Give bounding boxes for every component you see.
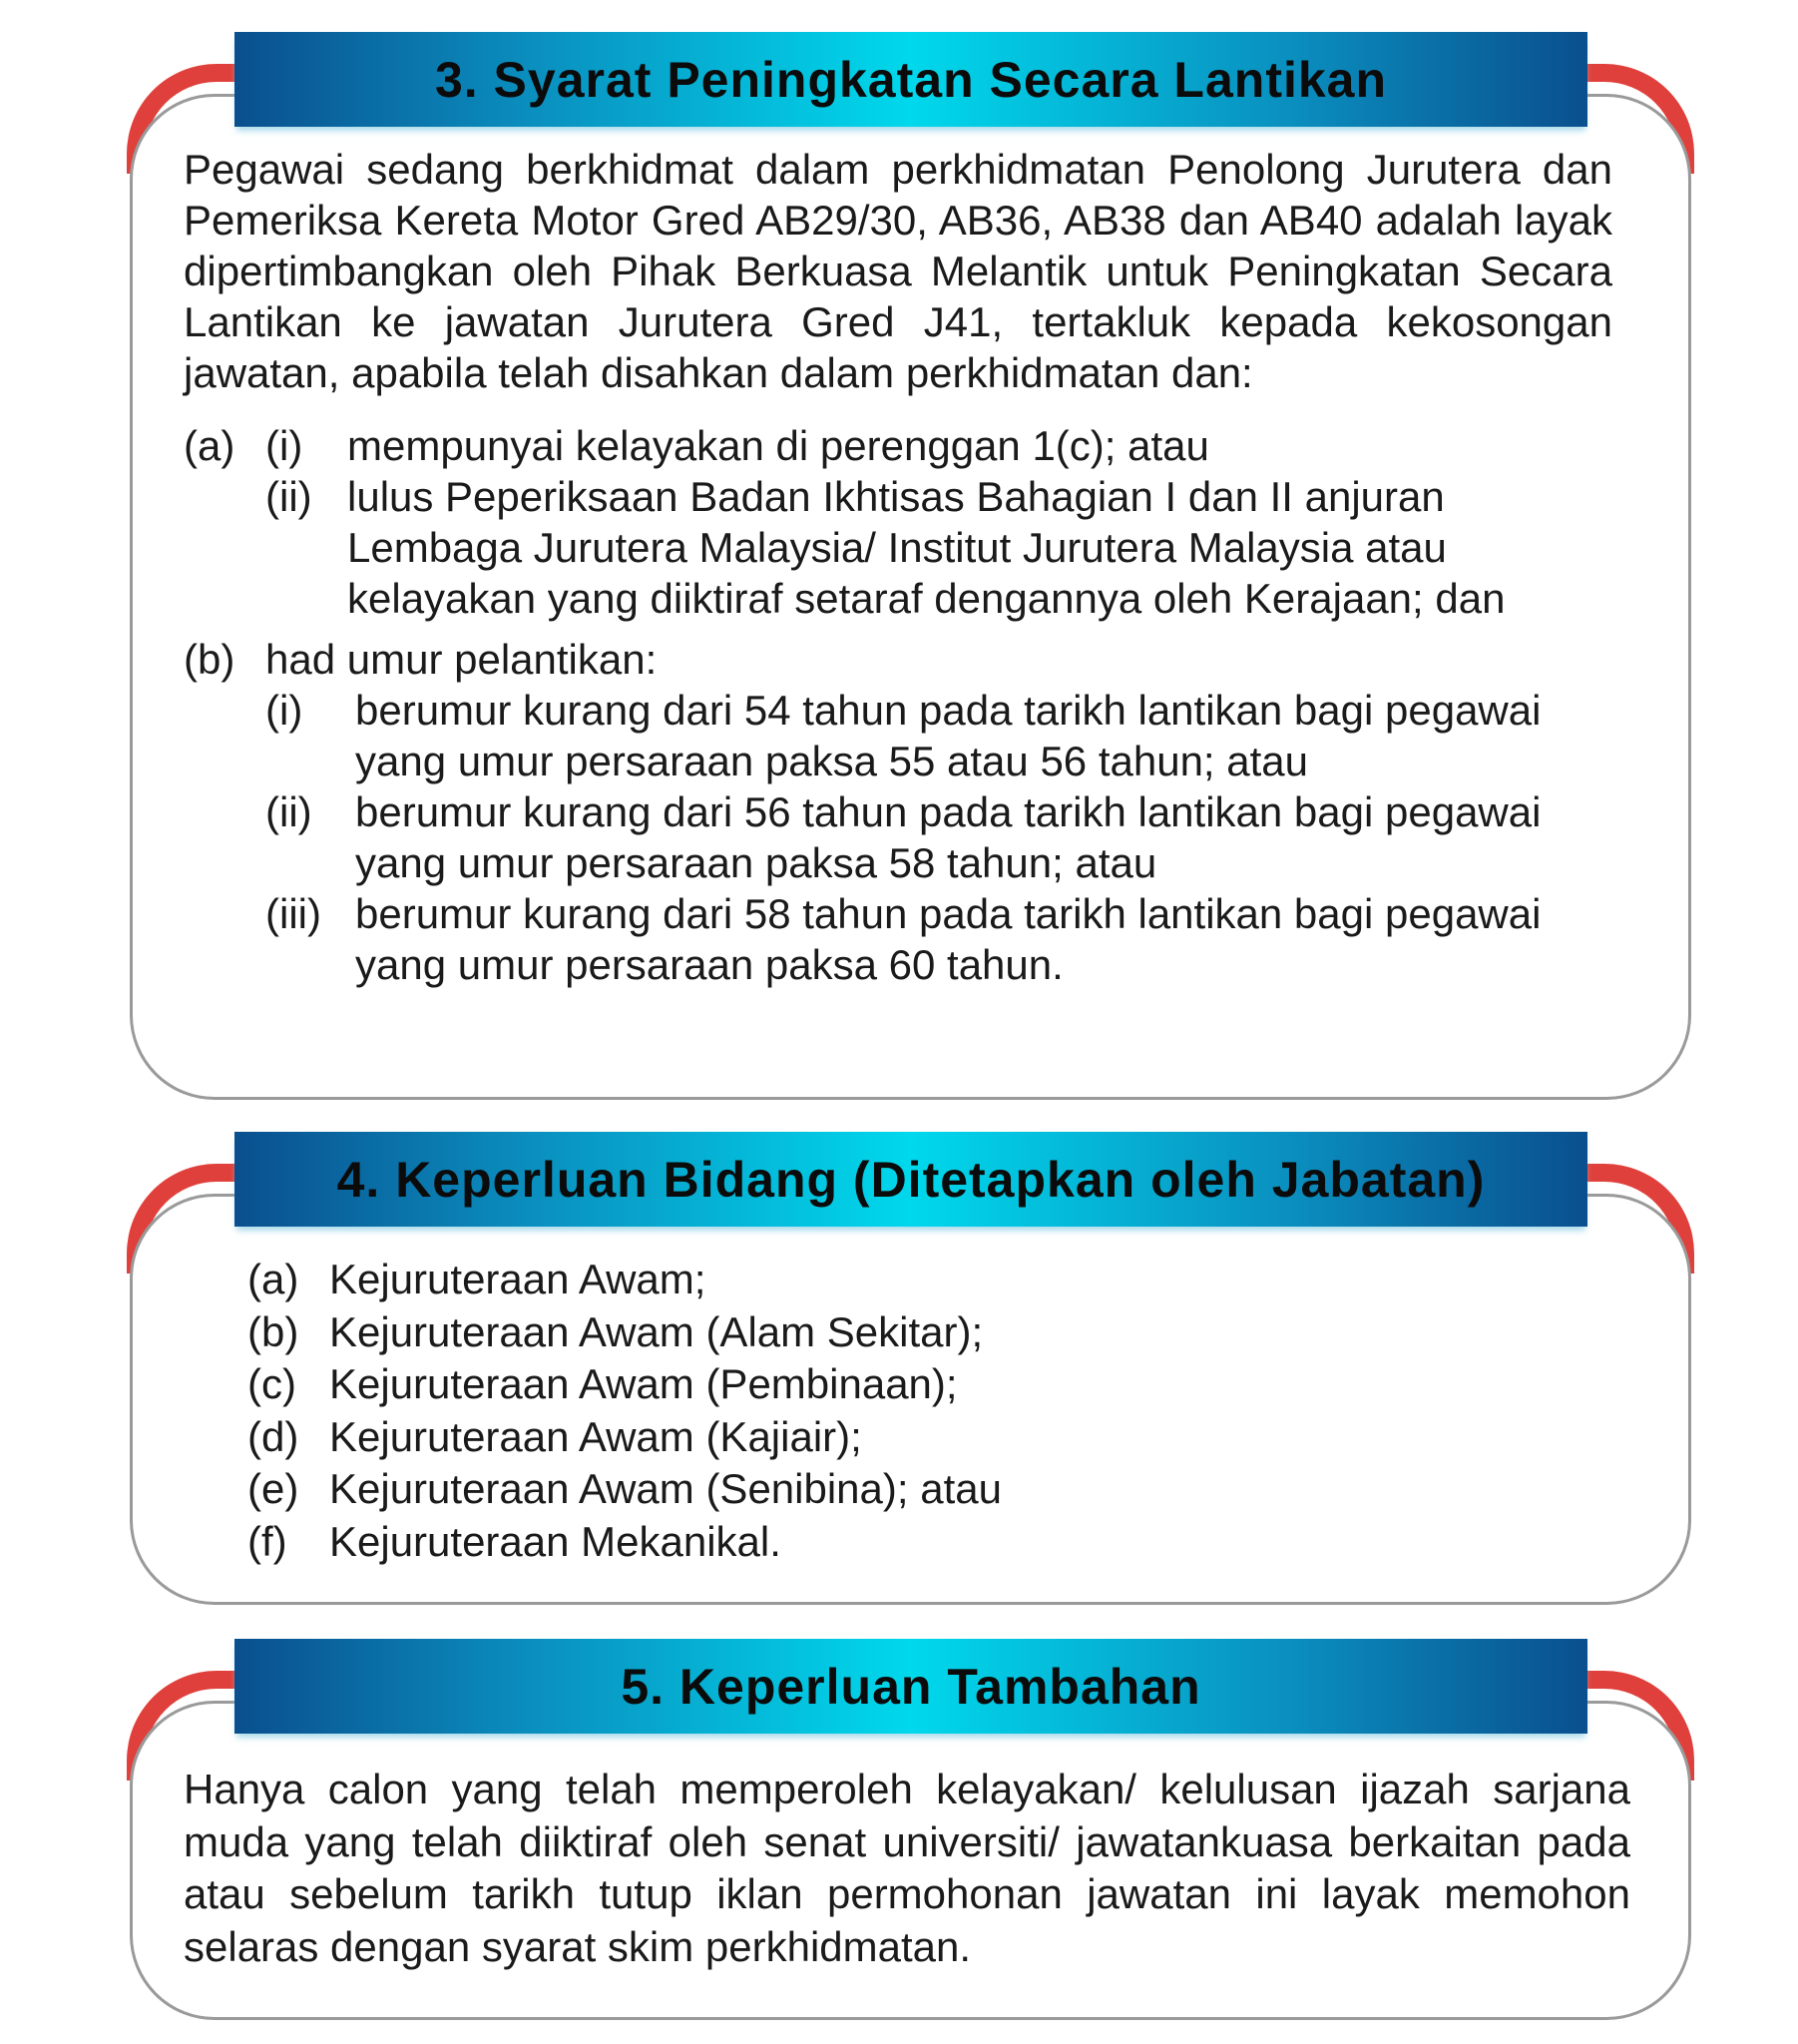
list-item (247, 1306, 1545, 1359)
list-item-label: (b) (247, 1307, 299, 1355)
section-3-content (184, 144, 1612, 990)
list-item-label: (f) (247, 1517, 287, 1565)
clause-b-item (265, 888, 1612, 990)
section-5-text: Hanya calon yang telah memperoleh kelayakan/ kelulusan ijazah sarjana muda yang telah diiktiraf oleh senat universiti/ jawatankuasa berkaitan pada atau sebelum tarikh tutup iklan permohonan jawatan ini layak memohon selaras dengan syarat skim perkhidmatan. (184, 1766, 1630, 1970)
list-item-text: Kejuruteraan Awam; (329, 1256, 706, 1302)
clause-a-item-text: mempunyai kelayakan di perenggan 1(c); atau (347, 422, 1209, 469)
clause-b-item-text: berumur kurang dari 58 tahun pada tarikh lantikan bagi pegawai yang umur persaraan paksa 60 tahun. (355, 890, 1542, 988)
clause-b-items (184, 685, 1612, 990)
clause-b-item-label: (iii) (265, 890, 321, 937)
list-item (247, 1358, 1545, 1411)
clause-b-item (265, 685, 1612, 786)
section-4-content (247, 1254, 1545, 1568)
clause-b-item (265, 786, 1612, 888)
list-item-text: Kejuruteraan Awam (Senibina); atau (329, 1465, 1002, 1512)
clause-b-item-label: (ii) (265, 788, 312, 835)
clause-a-item (265, 471, 1612, 624)
list-item-text: Kejuruteraan Awam (Pembinaan); (329, 1360, 958, 1407)
clause-a (184, 420, 1612, 624)
list-item (247, 1463, 1545, 1516)
section-4-title: 4. Keperluan Bidang (Ditetapkan oleh Jabatan) (234, 1132, 1587, 1227)
clause-a-item-label: (ii) (265, 473, 312, 520)
clause-b-text: had umur pelantikan: (265, 636, 658, 683)
clause-b-item-text: berumur kurang dari 56 tahun pada tarikh lantikan bagi pegawai yang umur persaraan paksa 58 tahun; atau (355, 788, 1542, 886)
clause-b (184, 634, 1612, 685)
section-5 (130, 1639, 1691, 2020)
clause-a-label: (a) (184, 422, 235, 469)
list-item-text: Kejuruteraan Awam (Alam Sekitar); (329, 1307, 984, 1355)
list-item (247, 1411, 1545, 1464)
list-item (247, 1516, 1545, 1569)
clause-a-item-text: lulus Peperiksaan Badan Ikhtisas Bahagian I dan II anjuran Lembaga Jurutera Malaysia/ Institut Jurutera Malaysia atau kelayakan yang diiktiraf setaraf dengannya oleh Kerajaan; dan (347, 473, 1506, 622)
list-item-label: (d) (247, 1412, 299, 1460)
clause-b-label: (b) (184, 636, 235, 683)
clause-b-item-text: berumur kurang dari 54 tahun pada tarikh lantikan bagi pegawai yang umur persaraan paksa 55 atau 56 tahun; atau (355, 687, 1542, 784)
list-item-label: (a) (247, 1256, 299, 1302)
list-item-text: Kejuruteraan Awam (Kajiair); (329, 1412, 862, 1460)
list-item-label: (e) (247, 1465, 299, 1512)
clause-b-item-label: (i) (265, 687, 303, 734)
section-4 (130, 1132, 1691, 1605)
list-item (247, 1254, 1545, 1306)
clause-a-item (265, 420, 1612, 471)
list-item-label: (c) (247, 1360, 296, 1407)
section-3-intro: Pegawai sedang berkhidmat dalam perkhidmatan Penolong Jurutera dan Pemeriksa Kereta Motor Gred AB29/30, AB36, AB38 dan AB40 adalah layak dipertimbangkan oleh Pihak Berkuasa Melantik untuk Peningkatan Secara Lantikan ke jawatan Jurutera Gred J41, tertakluk kepada kekosongan jawatan, apabila telah disahkan dalam perkhidmatan dan: (184, 146, 1612, 396)
clause-a-item-label: (i) (265, 422, 303, 469)
section-3-title: 3. Syarat Peningkatan Secara Lantikan (234, 32, 1587, 127)
section-5-title: 5. Keperluan Tambahan (234, 1639, 1587, 1734)
list-item-text: Kejuruteraan Mekanikal. (329, 1517, 781, 1565)
section-3 (130, 32, 1691, 1100)
